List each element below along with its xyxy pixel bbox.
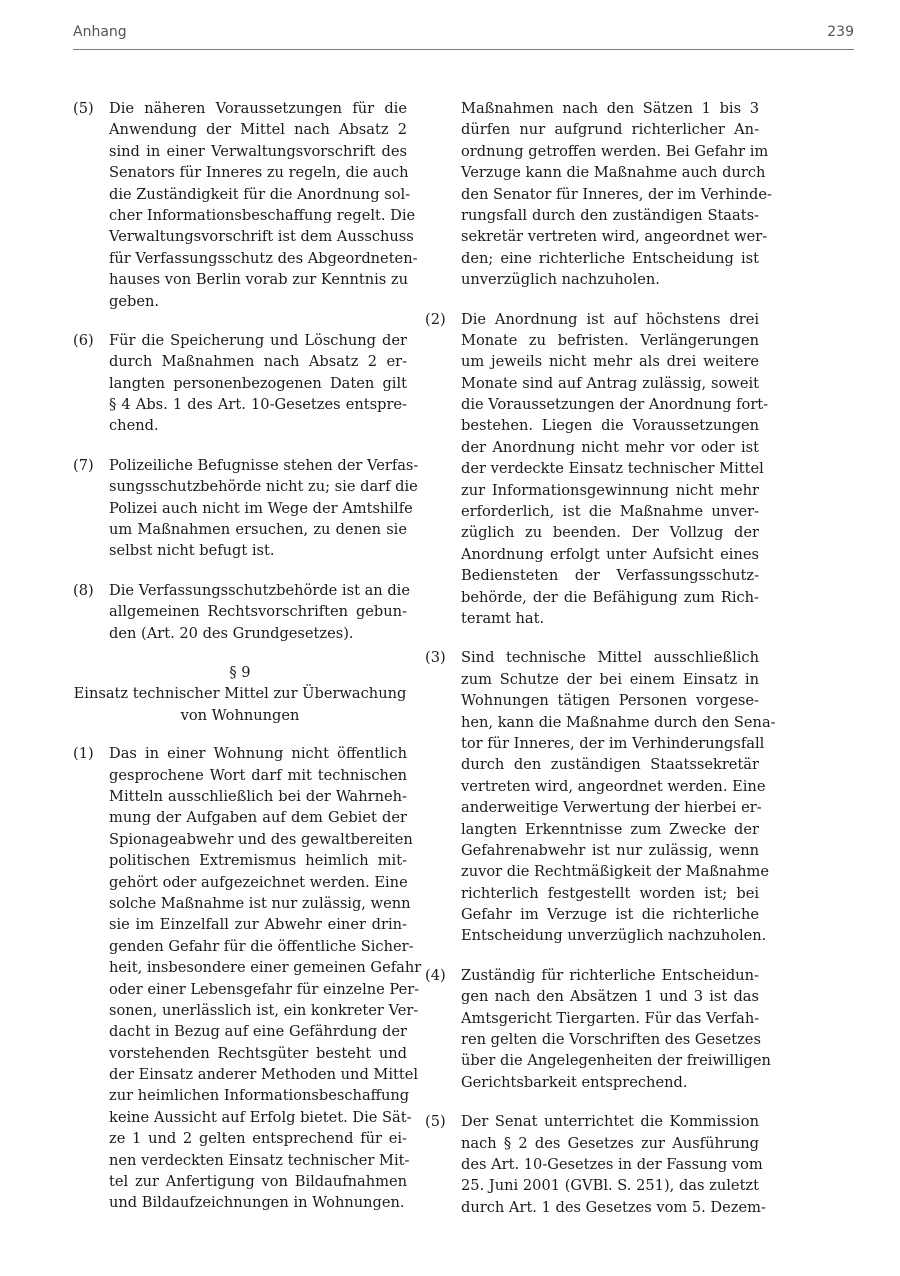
section-symbol: § 9 xyxy=(229,663,251,681)
paragraph-text xyxy=(109,743,422,1214)
numbered-paragraph xyxy=(73,580,410,644)
text-line: die Zuständigkeit für die Anordnung sol- xyxy=(109,185,411,203)
text-line: gehört oder aufgezeichnet werden. Eine xyxy=(109,873,408,891)
text-line: der Einsatz anderer Methoden und Mittel xyxy=(109,1066,419,1084)
text-line: Die Anordnung ist auf höchstens drei xyxy=(461,310,759,328)
text-line: für Verfassungsschutz des Abgeordneten- xyxy=(109,249,418,267)
text-line: Maßnahmen nach den Sätzen 1 bis 3 xyxy=(461,100,759,117)
text-line: erforderlich, ist die Maßnahme unver- xyxy=(461,503,759,521)
text-line: zuvor die Rechtmäßigkeit der Maßnahme xyxy=(461,863,769,881)
text-line: sonen, unerlässlich ist, ein konkreter Ver- xyxy=(109,1001,419,1019)
text-line: Amtsgericht Tiergarten. Für das Verfah- xyxy=(461,1009,760,1027)
text-line: gen nach den Absätzen 1 und 3 ist das xyxy=(461,988,759,1006)
text-line: genden Gefahr für die öffentliche Sicher- xyxy=(109,937,414,955)
text-line: gesprochene Wort darf mit technischen xyxy=(109,766,407,784)
text-line: nen verdeckten Einsatz technischer Mit- xyxy=(109,1151,410,1169)
numbered-paragraph xyxy=(425,1111,766,1218)
text-line: Für die Speicherung und Löschung der xyxy=(109,331,407,349)
text-line: anderweitige Verwertung der hierbei er- xyxy=(461,799,762,817)
text-line: die Voraussetzungen der Anordnung fort- xyxy=(461,396,769,414)
text-line: geben. xyxy=(109,292,159,310)
section-heading xyxy=(73,662,407,726)
numbered-paragraph xyxy=(73,330,407,437)
numbered-paragraph xyxy=(73,743,422,1214)
numbered-paragraph xyxy=(73,455,419,562)
text-line: sind in einer Verwaltungsvorschrift des xyxy=(109,142,407,160)
text-line: heit, insbesondere einer gemeinen Gefahr xyxy=(109,959,422,977)
text-line: dürfen nur aufgrund richterlicher An- xyxy=(461,121,759,139)
paragraph-number: (5) xyxy=(425,1113,446,1131)
paragraph-text xyxy=(461,965,771,1093)
text-line: behörde, der die Befähigung zum Rich- xyxy=(461,588,759,606)
text-line: hen, kann die Maßnahme durch den Sena- xyxy=(461,713,776,731)
text-line: Anwendung der Mittel nach Absatz 2 xyxy=(109,121,407,139)
paragraph-text xyxy=(109,98,418,312)
header-section-title: Anhang xyxy=(73,24,127,40)
text-line: langten personenbezogenen Daten gilt xyxy=(109,374,407,392)
text-line: Bediensteten der Verfassungsschutz- xyxy=(461,567,759,585)
text-line: Sind technische Mittel ausschließlich xyxy=(461,649,759,667)
paragraph-number: (8) xyxy=(73,581,94,599)
text-line: sungsschutzbehörde nicht zu; sie darf die xyxy=(109,478,418,496)
paragraph-text xyxy=(109,580,410,644)
text-line: Die Verfassungsschutzbehörde ist an die xyxy=(109,581,410,599)
page-number: 239 xyxy=(827,24,854,40)
text-line: Monate zu befristen. Verlängerungen xyxy=(461,331,759,349)
text-line: allgemeinen Rechtsvorschriften gebun- xyxy=(109,603,407,621)
text-line: bestehen. Liegen die Voraussetzungen xyxy=(461,417,759,435)
text-line: den Senator für Inneres, der im Verhinde- xyxy=(461,185,772,203)
text-line: mung der Aufgaben auf dem Gebiet der xyxy=(109,809,407,827)
paragraph-number: (3) xyxy=(425,649,446,667)
text-line: chend. xyxy=(109,417,159,435)
text-line: zur heimlichen Informationsbeschaffung xyxy=(109,1087,410,1105)
text-line: Gefahr im Verzuge ist die richterliche xyxy=(461,906,759,924)
text-line: der Anordnung nicht mehr vor oder ist xyxy=(461,438,759,456)
paragraph-number: (1) xyxy=(73,745,94,763)
text-line: Senators für Inneres zu regeln, die auch xyxy=(109,164,409,182)
text-line: Verwaltungsvorschrift ist dem Ausschuss xyxy=(109,228,414,246)
text-line: zum Schutze der bei einem Einsatz in xyxy=(461,670,759,688)
paragraph-number: (7) xyxy=(73,456,94,474)
numbered-paragraph xyxy=(73,98,418,312)
text-line: Der Senat unterrichtet die Kommission xyxy=(461,1113,759,1131)
text-line: Das in einer Wohnung nicht öffentlich xyxy=(109,745,407,763)
left-column xyxy=(73,98,422,1232)
text-line: solche Maßnahme ist nur zulässig, wenn xyxy=(109,894,411,912)
text-line: Spionageabwehr und des gewaltbereiten xyxy=(109,830,413,848)
text-line: Polizei auch nicht im Wege der Amtshilfe xyxy=(109,499,413,517)
section-title-line: von Wohnungen xyxy=(180,706,300,724)
text-line: hauses von Berlin vorab zur Kenntnis zu xyxy=(109,271,409,289)
text-line: Mitteln ausschließlich bei der Wahrneh- xyxy=(109,787,407,805)
text-line: ordnung getroffen werden. Bei Gefahr im xyxy=(461,142,769,160)
paragraph-number: (6) xyxy=(73,331,94,349)
paragraph-number: (4) xyxy=(425,966,446,984)
right-column xyxy=(425,98,776,1236)
running-header xyxy=(73,24,854,50)
text-line: sekretär vertreten wird, angeordnet wer- xyxy=(461,228,768,246)
numbered-paragraph xyxy=(425,309,769,630)
text-line: nach § 2 des Gesetzes zur Ausführung xyxy=(461,1134,759,1152)
text-line: 25. Juni 2001 (GVBl. S. 251), das zuletzt xyxy=(461,1177,759,1195)
text-line: vertreten wird, angeordnet werden. Eine xyxy=(461,777,766,795)
text-line: keine Aussicht auf Erfolg bietet. Die Sät- xyxy=(109,1108,412,1126)
paragraph-number: (5) xyxy=(73,100,94,117)
paragraph-text xyxy=(461,647,776,946)
section-title-line: Einsatz technischer Mittel zur Überwachung xyxy=(73,685,407,703)
text-line: sie im Einzelfall zur Abwehr einer drin- xyxy=(109,916,407,934)
text-line: durch den zuständigen Staatssekretär xyxy=(461,756,759,774)
text-line: cher Informationsbeschaffung regelt. Die xyxy=(109,206,416,224)
text-line: über die Angelegenheiten der freiwilligen xyxy=(461,1052,771,1070)
text-line: tor für Inneres, der im Verhinderungsfall xyxy=(461,734,765,752)
text-line: der verdeckte Einsatz technischer Mittel xyxy=(461,460,764,478)
text-line: den (Art. 20 des Grundgesetzes). xyxy=(109,624,354,642)
paragraph-text xyxy=(109,455,419,562)
text-line: Polizeiliche Befugnisse stehen der Verfas- xyxy=(109,456,419,474)
text-line: rungsfall durch den zuständigen Staats- xyxy=(461,206,759,224)
text-line: ren gelten die Vorschriften des Gesetzes xyxy=(461,1031,761,1049)
text-line: und Bildaufzeichnungen in Wohnungen. xyxy=(109,1194,405,1212)
text-line: Monate sind auf Antrag zulässig, soweit xyxy=(461,374,759,392)
text-line: durch Art. 1 des Gesetzes vom 5. Dezem- xyxy=(461,1198,766,1216)
text-line: um jeweils nicht mehr als drei weitere xyxy=(461,353,759,371)
text-line: teramt hat. xyxy=(461,609,545,627)
paragraph-text xyxy=(109,330,407,437)
text-line: den; eine richterliche Entscheidung ist xyxy=(461,249,759,267)
text-line: politischen Extremismus heimlich mit- xyxy=(109,852,407,870)
text-line: richterlich festgestellt worden ist; bei xyxy=(461,884,759,902)
paragraph-text xyxy=(461,309,769,630)
text-line: durch Maßnahmen nach Absatz 2 er- xyxy=(109,353,407,371)
text-line: Verzuge kann die Maßnahme auch durch xyxy=(461,164,766,182)
text-line: um Maßnahmen ersuchen, zu denen sie xyxy=(109,521,407,539)
text-line: selbst nicht befugt ist. xyxy=(109,542,275,560)
paragraph-list xyxy=(73,743,422,1214)
text-line: langten Erkenntnisse zum Zwecke der xyxy=(461,820,759,838)
text-line: dacht in Bezug auf eine Gefährdung der xyxy=(109,1023,407,1041)
text-line: des Art. 10-Gesetzes in der Fassung vom xyxy=(461,1155,763,1173)
text-line: Gefahrenabwehr ist nur zulässig, wenn xyxy=(461,841,759,859)
paragraph-list xyxy=(425,309,776,1219)
text-line: tel zur Anfertigung von Bildaufnahmen xyxy=(109,1173,407,1191)
numbered-paragraph xyxy=(425,647,776,946)
text-line: ze 1 und 2 gelten entsprechend für ei- xyxy=(109,1130,407,1148)
text-line: Die näheren Voraussetzungen für die xyxy=(109,100,407,117)
text-line: unverzüglich nachzuholen. xyxy=(461,271,660,289)
text-line: § 4 Abs. 1 des Art. 10-Gesetzes entspre- xyxy=(109,396,407,414)
text-line: Zuständig für richterliche Entscheidun- xyxy=(461,966,759,984)
text-line: Entscheidung unverzüglich nachzuholen. xyxy=(461,927,767,945)
paragraph-continuation xyxy=(425,98,772,291)
numbered-paragraph xyxy=(425,965,771,1093)
text-line: Anordnung erfolgt unter Aufsicht eines xyxy=(461,545,759,563)
text-line: oder einer Lebensgefahr für einzelne Per- xyxy=(109,980,420,998)
text-line: Wohnungen tätigen Personen vorgese- xyxy=(461,692,759,710)
text-line: züglich zu beenden. Der Vollzug der xyxy=(461,524,759,542)
paragraph-number: (2) xyxy=(425,310,446,328)
paragraph-list xyxy=(73,98,419,644)
text-line: vorstehenden Rechtsgüter besteht und xyxy=(109,1044,407,1062)
text-line: zur Informationsgewinnung nicht mehr xyxy=(461,481,759,499)
text-line: Gerichtsbarkeit entsprechend. xyxy=(461,1073,688,1091)
paragraph-text xyxy=(461,98,772,291)
paragraph-text xyxy=(461,1111,766,1218)
